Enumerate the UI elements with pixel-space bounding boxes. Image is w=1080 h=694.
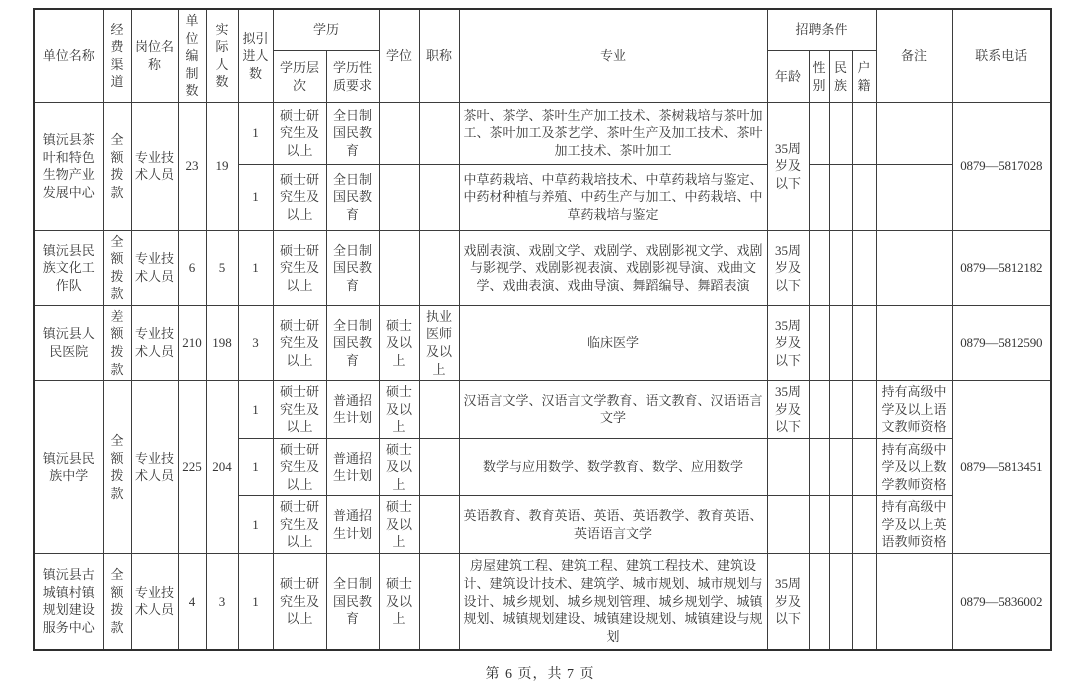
household-cell — [852, 164, 876, 230]
title-cell — [419, 554, 459, 650]
edu-nature-cell: 普通招生计划 — [326, 381, 379, 439]
establishment-cell: 4 — [178, 554, 206, 650]
gender-cell — [809, 554, 829, 650]
edu-level-cell: 硕士研究生及以上 — [273, 305, 326, 380]
degree-cell — [379, 164, 419, 230]
household-cell — [852, 305, 876, 380]
establishment-cell: 210 — [178, 305, 206, 380]
gender-cell — [809, 438, 829, 496]
funding-cell: 全额拨款 — [103, 554, 131, 650]
title-cell — [419, 381, 459, 439]
age-cell: 35周岁及以下 — [767, 381, 809, 439]
table-row — [34, 305, 1051, 380]
edu-nature-cell: 全日制国民教育 — [326, 305, 379, 380]
ethnicity-cell — [829, 496, 852, 554]
establishment-cell: 6 — [178, 230, 206, 305]
edu-level-cell: 硕士研究生及以上 — [273, 164, 326, 230]
header-age: 年龄 — [767, 51, 809, 102]
edu-level-cell: 硕士研究生及以上 — [273, 496, 326, 554]
remark-cell — [876, 164, 952, 230]
degree-cell — [379, 102, 419, 164]
phone-cell: 0879—5813451 — [952, 381, 1051, 554]
position-cell: 专业技术人员 — [131, 381, 178, 554]
major-cell: 临床医学 — [459, 305, 767, 380]
unit-name-cell: 镇沅县民族中学 — [34, 381, 103, 554]
header-remarks: 备注 — [876, 9, 952, 102]
table-header — [34, 9, 1051, 102]
header-recruitment-conditions: 招聘条件 — [767, 9, 876, 51]
actual-cell: 3 — [206, 554, 238, 650]
age-cell: 35周岁及以下 — [767, 305, 809, 380]
planned-cell: 1 — [238, 381, 273, 439]
header-education: 学历 — [273, 9, 379, 51]
gender-cell — [809, 496, 829, 554]
phone-cell: 0879—5812590 — [952, 305, 1051, 380]
degree-cell: 硕士及以上 — [379, 438, 419, 496]
title-cell — [419, 496, 459, 554]
edu-nature-cell: 全日制国民教育 — [326, 554, 379, 650]
header-planned-intake: 拟引进人数 — [238, 9, 273, 102]
header-ethnicity: 民族 — [829, 51, 852, 102]
major-cell: 英语教育、教育英语、英语、英语教学、教育英语、英语语言文学 — [459, 496, 767, 554]
title-cell — [419, 164, 459, 230]
header-degree: 学位 — [379, 9, 419, 102]
planned-cell: 1 — [238, 230, 273, 305]
gender-cell — [809, 164, 829, 230]
edu-nature-cell: 普通招生计划 — [326, 496, 379, 554]
actual-cell: 204 — [206, 381, 238, 554]
remark-cell — [876, 230, 952, 305]
phone-cell: 0879—5812182 — [952, 230, 1051, 305]
position-cell: 专业技术人员 — [131, 230, 178, 305]
degree-cell: 硕士及以上 — [379, 305, 419, 380]
header-contact-phone: 联系电话 — [952, 9, 1051, 102]
remark-cell — [876, 554, 952, 650]
position-cell: 专业技术人员 — [131, 305, 178, 380]
title-cell — [419, 102, 459, 164]
major-cell: 中草药栽培、中草药栽培技术、中草药栽培与鉴定、中药材种植与养殖、中药生产与加工、中药栽培、中草药栽培与鉴定 — [459, 164, 767, 230]
table-body — [34, 102, 1051, 649]
planned-cell: 1 — [238, 102, 273, 164]
header-gender: 性别 — [809, 51, 829, 102]
edu-nature-cell: 全日制国民教育 — [326, 164, 379, 230]
household-cell — [852, 230, 876, 305]
position-cell: 专业技术人员 — [131, 554, 178, 650]
document-page — [33, 8, 1052, 651]
remark-cell: 持有高级中学及以上英语教师资格 — [876, 496, 952, 554]
ethnicity-cell — [829, 554, 852, 650]
title-cell — [419, 438, 459, 496]
remark-cell — [876, 305, 952, 380]
degree-cell: 硕士及以上 — [379, 554, 419, 650]
table-row — [34, 554, 1051, 650]
table-row — [34, 102, 1051, 164]
table-row — [34, 381, 1051, 439]
establishment-cell: 23 — [178, 102, 206, 230]
ethnicity-cell — [829, 164, 852, 230]
title-cell — [419, 230, 459, 305]
planned-cell: 1 — [238, 438, 273, 496]
position-cell: 专业技术人员 — [131, 102, 178, 230]
major-cell: 房屋建筑工程、建筑工程、建筑工程技术、建筑设计、建筑设计技术、建筑学、城市规划、城市规划与设计、城乡规划、城乡规划管理、城乡规划学、城镇规划、城镇规划建设、城镇建设规划、城镇建设与规划 — [459, 554, 767, 650]
degree-cell: 硕士及以上 — [379, 381, 419, 439]
header-education-level: 学历层次 — [273, 51, 326, 102]
header-funding-channel: 经费渠道 — [103, 9, 131, 102]
planned-cell: 1 — [238, 496, 273, 554]
actual-cell: 5 — [206, 230, 238, 305]
funding-cell: 差额拨款 — [103, 305, 131, 380]
title-cell: 执业医师及以上 — [419, 305, 459, 380]
ethnicity-cell — [829, 230, 852, 305]
ethnicity-cell — [829, 381, 852, 439]
edu-level-cell: 硕士研究生及以上 — [273, 102, 326, 164]
age-cell — [767, 438, 809, 496]
household-cell — [852, 102, 876, 164]
major-cell: 数学与应用数学、数学教育、数学、应用数学 — [459, 438, 767, 496]
header-actual-count: 实际人数 — [206, 9, 238, 102]
header-position-name: 岗位名称 — [131, 9, 178, 102]
major-cell: 戏剧表演、戏剧文学、戏剧学、戏剧影视文学、戏剧与影视学、戏剧影视表演、戏剧影视导演、戏曲文学、戏曲表演、戏曲导演、舞蹈编导、舞蹈表演 — [459, 230, 767, 305]
edu-nature-cell: 普通招生计划 — [326, 438, 379, 496]
age-cell: 35周岁及以下 — [767, 230, 809, 305]
household-cell — [852, 496, 876, 554]
phone-cell: 0879—5817028 — [952, 102, 1051, 230]
remark-cell: 持有高级中学及以上语文教师资格 — [876, 381, 952, 439]
gender-cell — [809, 230, 829, 305]
header-unit-name: 单位名称 — [34, 9, 103, 102]
unit-name-cell: 镇沅县古城镇村镇规划建设服务中心 — [34, 554, 103, 650]
unit-name-cell: 镇沅县人民医院 — [34, 305, 103, 380]
household-cell — [852, 381, 876, 439]
major-cell: 汉语言文学、汉语言文学教育、语文教育、汉语语言文学 — [459, 381, 767, 439]
planned-cell: 1 — [238, 164, 273, 230]
header-major: 专业 — [459, 9, 767, 102]
degree-cell — [379, 230, 419, 305]
age-cell: 35周岁及以下 — [767, 102, 809, 230]
gender-cell — [809, 102, 829, 164]
establishment-cell: 225 — [178, 381, 206, 554]
age-cell: 35周岁及以下 — [767, 554, 809, 650]
degree-cell: 硕士及以上 — [379, 496, 419, 554]
ethnicity-cell — [829, 438, 852, 496]
gender-cell — [809, 381, 829, 439]
age-cell — [767, 496, 809, 554]
edu-nature-cell: 全日制国民教育 — [326, 230, 379, 305]
household-cell — [852, 438, 876, 496]
phone-cell: 0879—5836002 — [952, 554, 1051, 650]
funding-cell: 全额拨款 — [103, 230, 131, 305]
edu-level-cell: 硕士研究生及以上 — [273, 554, 326, 650]
ethnicity-cell — [829, 305, 852, 380]
ethnicity-cell — [829, 102, 852, 164]
remark-cell: 持有高级中学及以上数学教师资格 — [876, 438, 952, 496]
funding-cell: 全额拨款 — [103, 381, 131, 554]
edu-nature-cell: 全日制国民教育 — [326, 102, 379, 164]
recruitment-table — [33, 8, 1052, 651]
funding-cell: 全额拨款 — [103, 102, 131, 230]
actual-cell: 198 — [206, 305, 238, 380]
actual-cell: 19 — [206, 102, 238, 230]
header-education-nature: 学历性质要求 — [326, 51, 379, 102]
page-number: 第 6 页，共 7 页 — [485, 667, 595, 682]
unit-name-cell: 镇沅县茶叶和特色生物产业发展中心 — [34, 102, 103, 230]
edu-level-cell: 硕士研究生及以上 — [273, 381, 326, 439]
table-row — [34, 230, 1051, 305]
header-establishment-count: 单位编制数 — [178, 9, 206, 102]
gender-cell — [809, 305, 829, 380]
planned-cell: 1 — [238, 554, 273, 650]
unit-name-cell: 镇沅县民族文化工作队 — [34, 230, 103, 305]
edu-level-cell: 硕士研究生及以上 — [273, 230, 326, 305]
remark-cell — [876, 102, 952, 164]
header-household: 户籍 — [852, 51, 876, 102]
planned-cell: 3 — [238, 305, 273, 380]
major-cell: 茶叶、茶学、茶叶生产加工技术、茶树栽培与茶叶加工、茶叶加工及茶艺学、茶叶生产及加工技术、茶叶加工技术、茶叶加工 — [459, 102, 767, 164]
household-cell — [852, 554, 876, 650]
edu-level-cell: 硕士研究生及以上 — [273, 438, 326, 496]
header-professional-title: 职称 — [419, 9, 459, 102]
